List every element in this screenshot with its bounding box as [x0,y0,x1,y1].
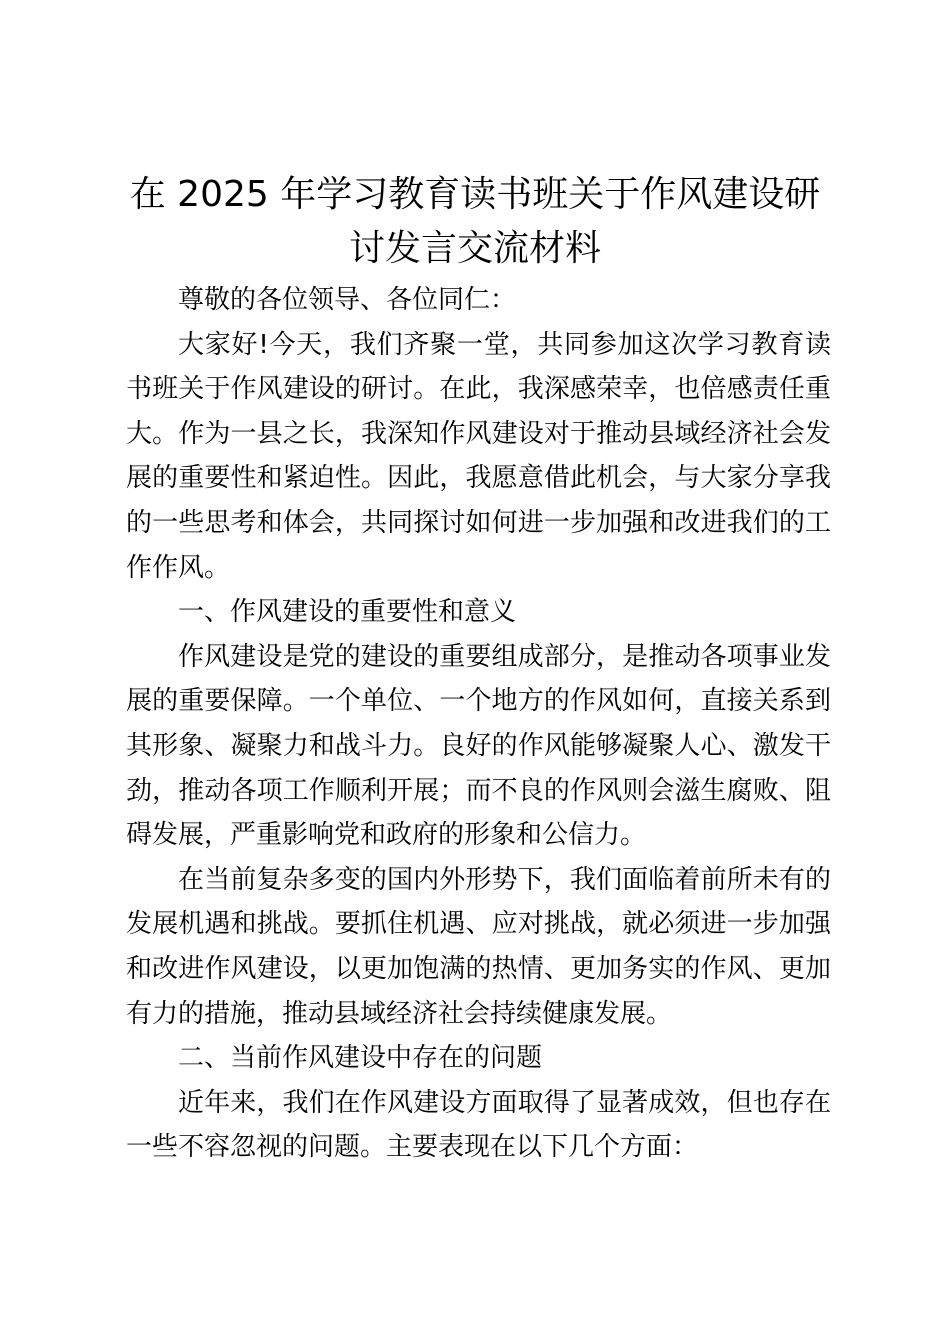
paragraph-importance: 作风建设是党的建设的重要组成部分，是推动各项事业发展的重要保障。一个单位、一个地方的作风如何，直接关系到其形象、凝聚力和战斗力。良好的作风能够凝聚人心、激发干劲，推动各项工作顺利开展；而不良的作风则会滋生腐败、阻碍发展，严重影响党和政府的形象和公信力。 [126,641,831,851]
section-heading-2: 二、当前作风建设中存在的问题 [178,1043,543,1074]
paragraph-problems: 近年来，我们在作风建设方面取得了显著成效，但也存在一些不容忽视的问题。主要表现在以下几个方面： [126,1087,831,1163]
paragraph-situation: 在当前复杂多变的国内外形势下，我们面临着前所未有的发展机遇和挑战。要抓住机遇、应对挑战，就必须进一步加强和改进作风建设，以更加饱满的热情、更加务实的作风、更加有力的措施，推动县域经济社会持续健康发展。 [126,864,831,1029]
document-body [126,278,831,1170]
section-heading-1: 一、作风建设的重要性和意义 [178,597,517,628]
document-title: 在 2025 年学习教育读书班关于作风建设研讨发言交流材料 [129,174,821,269]
salutation: 尊敬的各位领导、各位同仁： [178,285,517,315]
paragraph-intro: 大家好!今天，我们齐聚一堂，共同参加这次学习教育读书班关于作风建设的研讨。在此，我深感荣幸，也倍感责任重大。作为一县之长，我深知作风建设对于推动县域经济社会发展的重要性和紧迫性。因此，我愿意借此机会，与大家分享我的一些思考和体会，共同探讨如何进一步加强和改进我们的工作作风。 [126,329,831,583]
